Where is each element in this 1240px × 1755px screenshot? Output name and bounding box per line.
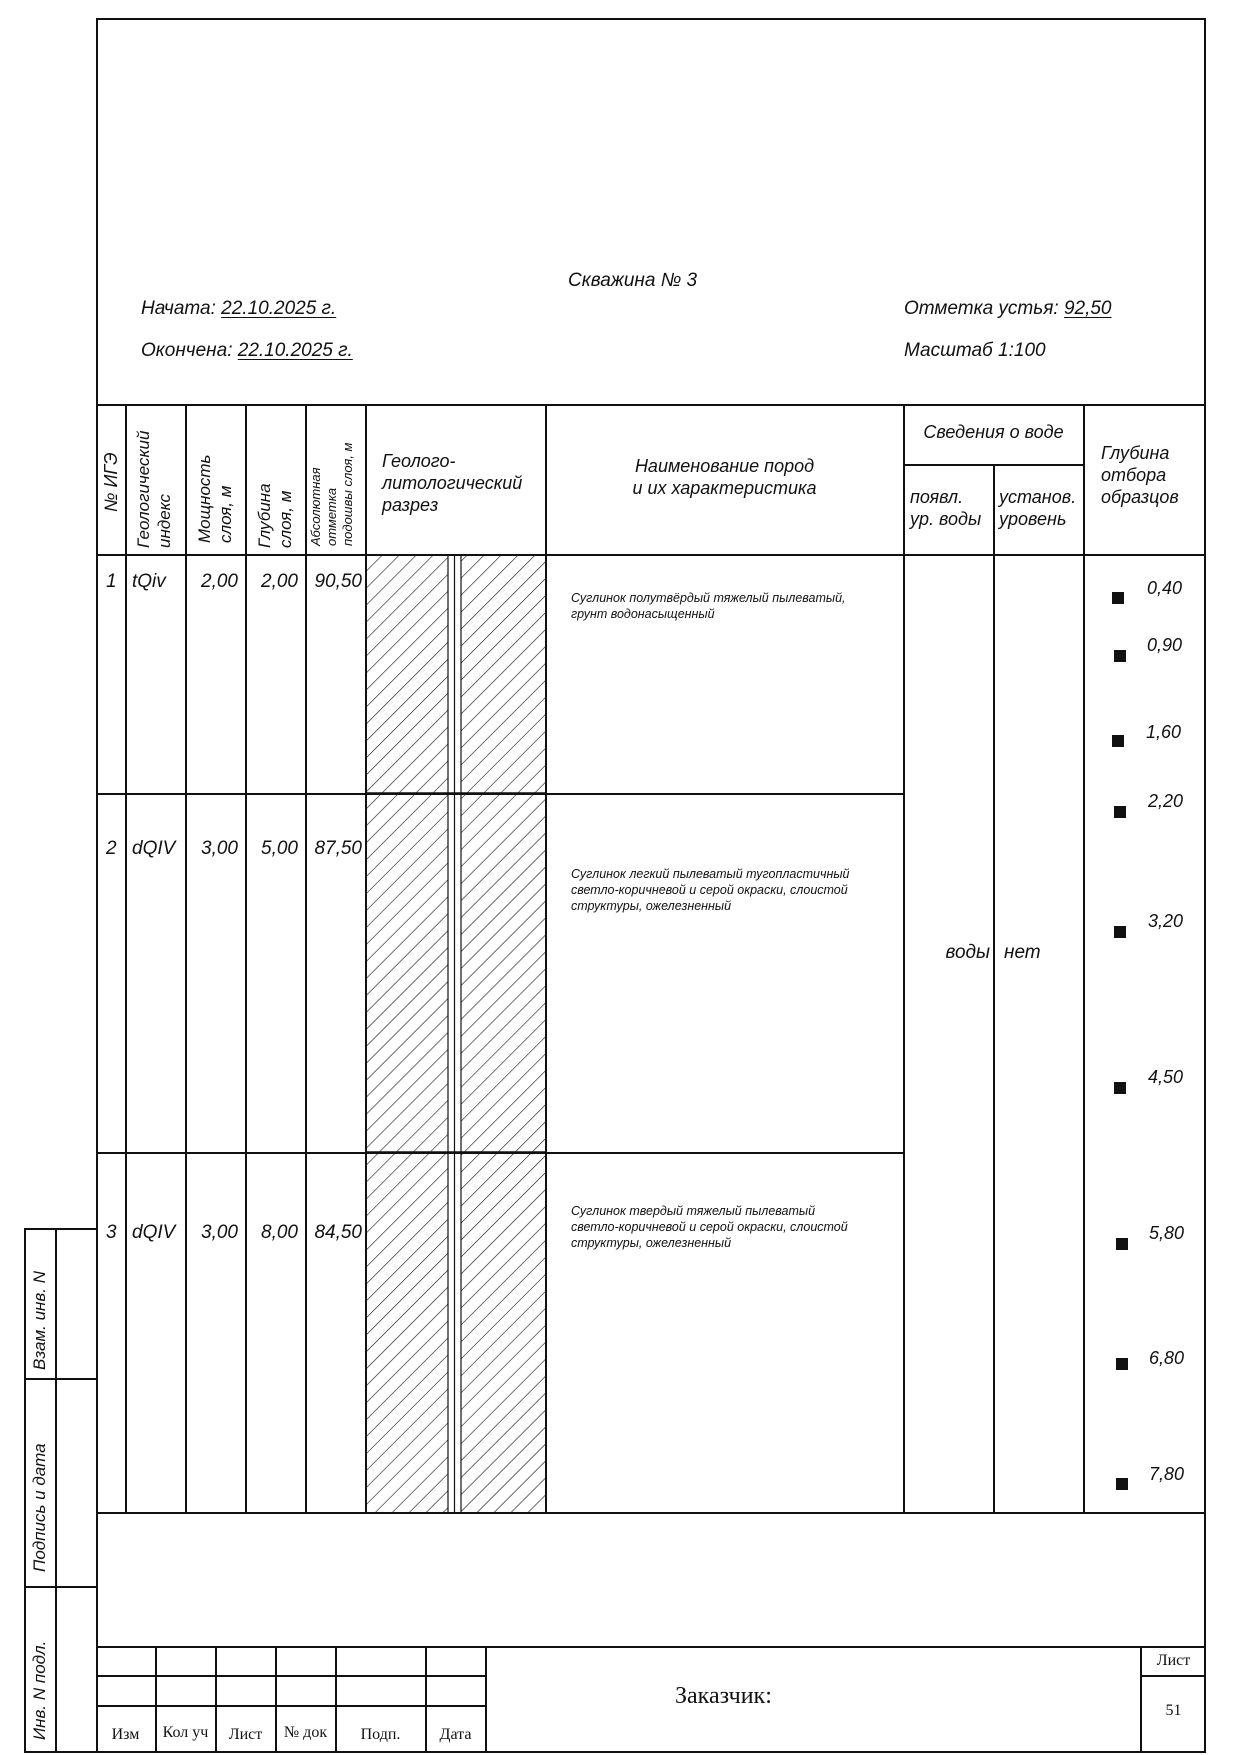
col-set-line1: установ. xyxy=(999,487,1077,507)
col-abs-line3: подошвы слоя, м xyxy=(340,442,355,546)
layer-abs: 90,50 xyxy=(314,571,362,592)
col-samples-line3: образцов xyxy=(1101,487,1179,507)
elevation-value: 92,50 xyxy=(1063,298,1112,319)
col-index-line2: индекс xyxy=(155,494,174,548)
layer-depth: 5,00 xyxy=(261,838,298,859)
layer-description-line: Суглинок легкий пылеватый тугопластичный xyxy=(571,867,850,881)
stamp-izm: Изм xyxy=(111,1726,140,1743)
sample-depth: 2,20 xyxy=(1148,791,1184,811)
water-appear-value: воды xyxy=(945,942,990,963)
sample-depth: 4,50 xyxy=(1148,1067,1184,1087)
col-section-line1: Геолого- xyxy=(382,451,456,471)
col-index-line1: Геологический xyxy=(134,430,153,548)
sample-marker xyxy=(1112,735,1124,747)
layer-description-line: структуры, ожелезненный xyxy=(571,1236,732,1250)
layer-abs: 84,50 xyxy=(314,1222,362,1243)
sample-marker xyxy=(1116,1478,1128,1490)
layer-description-line: грунт водонасыщенный xyxy=(571,607,715,621)
col-appear-header xyxy=(910,486,981,530)
started-row xyxy=(141,298,336,320)
sheet-number: 51 xyxy=(1165,1702,1182,1719)
sample-depth: 6,80 xyxy=(1149,1348,1185,1368)
col-samples-line1: Глубина xyxy=(1101,443,1170,463)
sample-depth: 0,90 xyxy=(1147,635,1183,655)
col-thickness-line2: слоя, м xyxy=(216,485,235,543)
layer-index: dQIV xyxy=(132,838,176,859)
finished-label: Окончена: xyxy=(141,340,233,361)
sample-marker xyxy=(1114,926,1126,938)
sample-depth: 0,40 xyxy=(1147,578,1183,598)
col-water-header: Сведения о воде xyxy=(923,422,1064,442)
water-set-value: нет xyxy=(1004,942,1041,963)
col-abs-line1: Абсолютная xyxy=(308,467,323,546)
col-appear-line1: появл. xyxy=(910,487,964,507)
layer-num: 3 xyxy=(106,1222,117,1243)
lithology-hatch xyxy=(365,555,545,1512)
layer-description-line: структуры, ожелезненный xyxy=(571,899,732,913)
layer-description xyxy=(571,590,846,622)
layer-description-line: Суглинок твердый тяжелый пылеватый xyxy=(571,1204,816,1218)
col-abs-line2: отметка xyxy=(324,487,339,546)
col-samples-header xyxy=(1101,442,1179,508)
sample-marker xyxy=(1114,1082,1126,1094)
layer-description xyxy=(571,866,850,914)
layer-thickness: 3,00 xyxy=(201,838,238,859)
col-name-line2: и их характеристика xyxy=(632,478,817,498)
stamp-kol: Кол уч xyxy=(162,1724,209,1741)
sample-depth: 3,20 xyxy=(1148,911,1184,931)
col-name-header xyxy=(546,455,903,499)
layer-abs: 87,50 xyxy=(314,838,362,859)
stamp-date: Дата xyxy=(439,1726,472,1743)
sample-depth: 5,80 xyxy=(1149,1223,1185,1243)
layer-description-line: светло-коричневой и серой окраски, слоистой xyxy=(571,1220,848,1234)
col-name-line1: Наименование пород xyxy=(634,456,815,476)
borehole-title: Скважина № 3 xyxy=(568,270,698,291)
layer-index: tQiv xyxy=(132,571,166,592)
inv-orig-label: Инв. N подл. xyxy=(30,1640,49,1740)
col-set-line2: уровень xyxy=(999,509,1067,529)
sample-marker xyxy=(1114,650,1126,662)
sample-depth: 1,60 xyxy=(1146,722,1182,742)
elevation-row xyxy=(904,298,1112,320)
finished-row xyxy=(141,340,353,362)
stamp-podp: Подп. xyxy=(360,1726,401,1743)
layer-thickness: 2,00 xyxy=(201,571,238,592)
elevation-label: Отметка устья: xyxy=(904,298,1059,319)
col-section-line3: разрез xyxy=(382,495,439,515)
col-section-header xyxy=(382,450,522,516)
col-set-header xyxy=(999,486,1076,530)
sample-marker xyxy=(1116,1238,1128,1250)
layer-description xyxy=(571,1203,848,1251)
layer-description-line: Суглинок полутвёрдый тяжелый пылеватый, xyxy=(571,591,846,605)
col-appear-line2: ур. воды xyxy=(910,509,982,529)
sample-depth: 7,80 xyxy=(1149,1464,1185,1484)
layer-depth: 2,00 xyxy=(261,571,298,592)
col-depth-line1: Глубина xyxy=(255,483,274,548)
sample-marker xyxy=(1112,592,1124,604)
layer-num: 2 xyxy=(106,838,117,859)
started-label: Начата: xyxy=(141,298,216,319)
started-value: 22.10.2025 г. xyxy=(221,298,337,319)
col-thickness-header xyxy=(194,455,236,544)
stamp-doc: № док xyxy=(283,1724,328,1741)
finished-value: 22.10.2025 г. xyxy=(237,340,353,361)
layer-description-line: светло-коричневой и серой окраски, слоистой xyxy=(571,883,848,897)
layer-num: 1 xyxy=(106,571,117,592)
sample-marker xyxy=(1116,1358,1128,1370)
col-abs-header xyxy=(308,443,356,546)
col-thickness-line1: Мощность xyxy=(195,454,214,543)
col-depth-header xyxy=(254,483,296,548)
layer-index: dQIV xyxy=(132,1222,176,1243)
col-index-header xyxy=(133,431,175,548)
col-depth-line2: слоя, м xyxy=(276,490,295,548)
col-ige-header: № ИГЭ xyxy=(101,452,121,512)
scale-label: Масштаб 1:100 xyxy=(904,340,1046,361)
sheet-label: Лист xyxy=(1156,1652,1191,1669)
col-section-line2: литологический xyxy=(382,473,523,493)
col-samples-line2: отбора xyxy=(1101,465,1167,485)
layer-depth: 8,00 xyxy=(261,1222,298,1243)
customer-label: Заказчик: xyxy=(675,1683,772,1709)
replace-inv-label: Взам. инв. N xyxy=(30,1270,49,1370)
sample-marker xyxy=(1114,806,1126,818)
sign-date-label: Подпись и дата xyxy=(30,1443,49,1572)
stamp-list: Лист xyxy=(228,1726,263,1743)
layer-thickness: 3,00 xyxy=(201,1222,238,1243)
